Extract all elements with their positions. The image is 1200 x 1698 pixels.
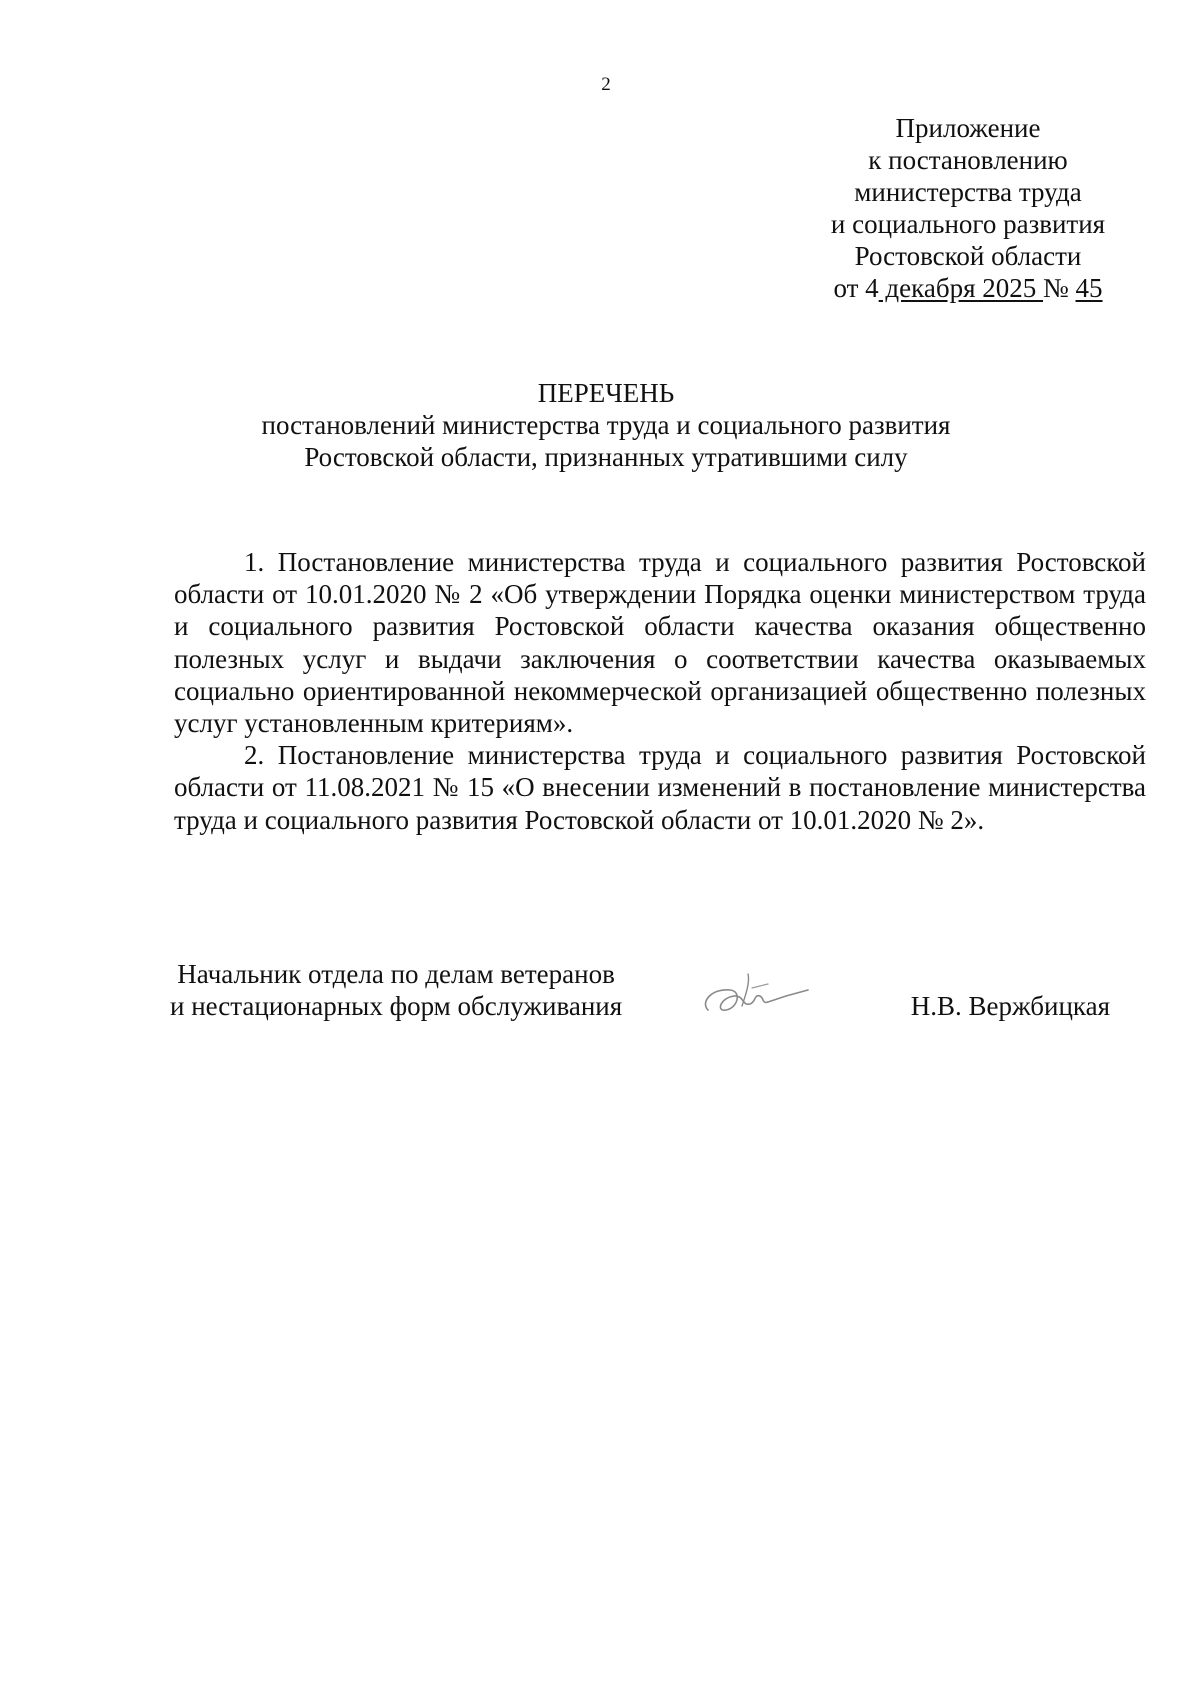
list-subtitle-line: Ростовской области, признанных утратившими силу <box>304 442 908 472</box>
list-item: 2. Постановление министерства труда и социального развития Ростовской области от 11.08.2021 № 15 «О внесении изменений в постановление министерства труда и социального развития Ростовской области от 10.01.2020 № 2». <box>174 740 1146 835</box>
date-value: декабря 2025 <box>878 273 1043 303</box>
appendix-block <box>800 112 1136 304</box>
appendix-line: Ростовской области <box>854 241 1082 271</box>
handwritten-signature-icon <box>690 958 820 1028</box>
number-prefix: № <box>1043 273 1076 303</box>
appendix-line: министерства труда <box>854 177 1082 207</box>
document-number: 45 <box>1075 273 1103 303</box>
appendix-date-line <box>800 272 1136 304</box>
signatory-position-line: и нестационарных форм обслуживания <box>170 991 623 1021</box>
signatory-position <box>170 958 622 1022</box>
list-heading: ПЕРЕЧЕНЬ <box>537 378 675 408</box>
signatory-name: Н.В. Вержбицкая <box>910 991 1110 1021</box>
appendix-line: к постановлению <box>868 145 1068 175</box>
appendix-line: и социального развития <box>830 209 1106 239</box>
appendix-title: Приложение <box>895 113 1041 143</box>
signatory-position-line: Начальник отдела по делам ветеранов <box>177 959 615 989</box>
signature-block <box>170 958 1150 1038</box>
document-body <box>174 546 1146 836</box>
list-item: 1. Постановление министерства труда и социального развития Ростовской области от 10.01.2020 № 2 «Об утверждении Порядка оценки министерством труда и социального развития Ростовской области качества оказания общественно полезных услуг и выдачи заключения о соответствии качества оказываемых социально ориентированной некоммерческой организацией общественно полезных услуг установленным критериям». <box>174 547 1146 739</box>
page-number: 2 <box>601 74 611 95</box>
list-subtitle-line: постановлений министерства труда и социального развития <box>261 410 951 440</box>
date-prefix: от 4 <box>833 273 879 303</box>
list-title <box>0 377 1200 473</box>
